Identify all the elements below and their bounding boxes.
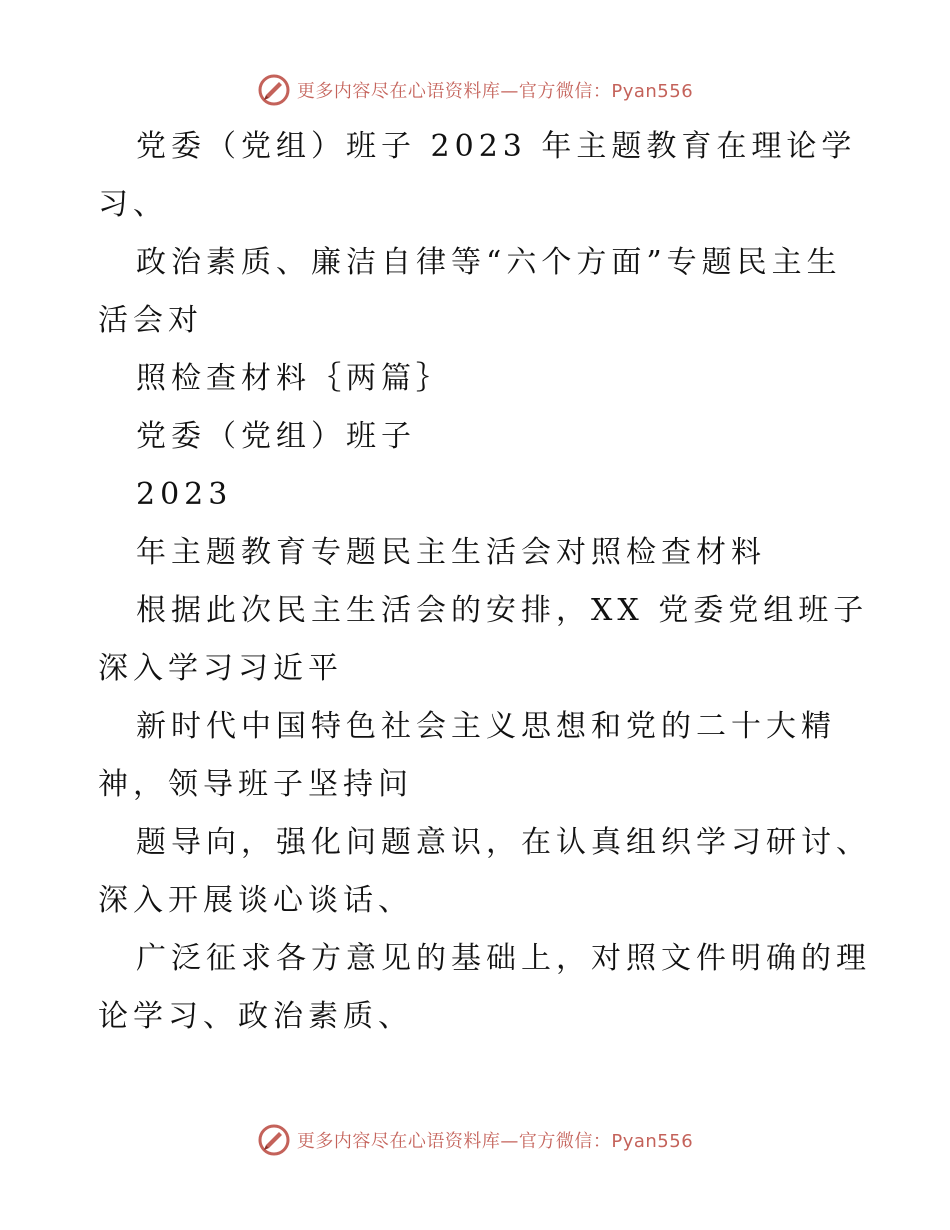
- text-line: 广泛征求各方意见的基础上，对照文件明确的理: [136, 941, 871, 976]
- header-watermark-banner: [0, 70, 950, 110]
- text-line: 习、: [98, 187, 168, 222]
- text-line: 年主题教育专题民主生活会对照检查材料: [136, 535, 766, 570]
- text-line: 深入学习习近平: [98, 651, 343, 686]
- text-line: 党委（党组）班子 2023 年主题教育在理论学: [136, 129, 857, 164]
- banner-text: 更多内容尽在心语资料库—官方微信：Pyan556: [296, 1131, 694, 1152]
- document-body: [0, 118, 950, 1046]
- logo-icon: [257, 73, 291, 107]
- text-line: 2023: [136, 477, 233, 512]
- text-line: 根据此次民主生活会的安排，XX 党委党组班子: [136, 593, 869, 628]
- text-line: 政治素质、廉洁自律等“六个方面”专题民主生: [136, 245, 842, 280]
- text-line: 活会对: [98, 303, 203, 338]
- banner-text: 更多内容尽在心语资料库—官方微信：Pyan556: [296, 81, 694, 102]
- text-line: 神，领导班子坚持问: [98, 767, 413, 802]
- text-line: 深入开展谈心谈话、: [98, 883, 413, 918]
- footer-watermark-banner: [0, 1120, 950, 1160]
- logo-icon: [257, 1123, 291, 1157]
- text-line: 论学习、政治素质、: [98, 999, 413, 1034]
- text-line: 题导向，强化问题意识，在认真组织学习研讨、: [136, 825, 871, 860]
- text-line: 党委（党组）班子: [136, 419, 416, 454]
- text-line: 照检查材料｛两篇｝: [136, 361, 451, 396]
- text-line: 新时代中国特色社会主义思想和党的二十大精: [136, 709, 836, 744]
